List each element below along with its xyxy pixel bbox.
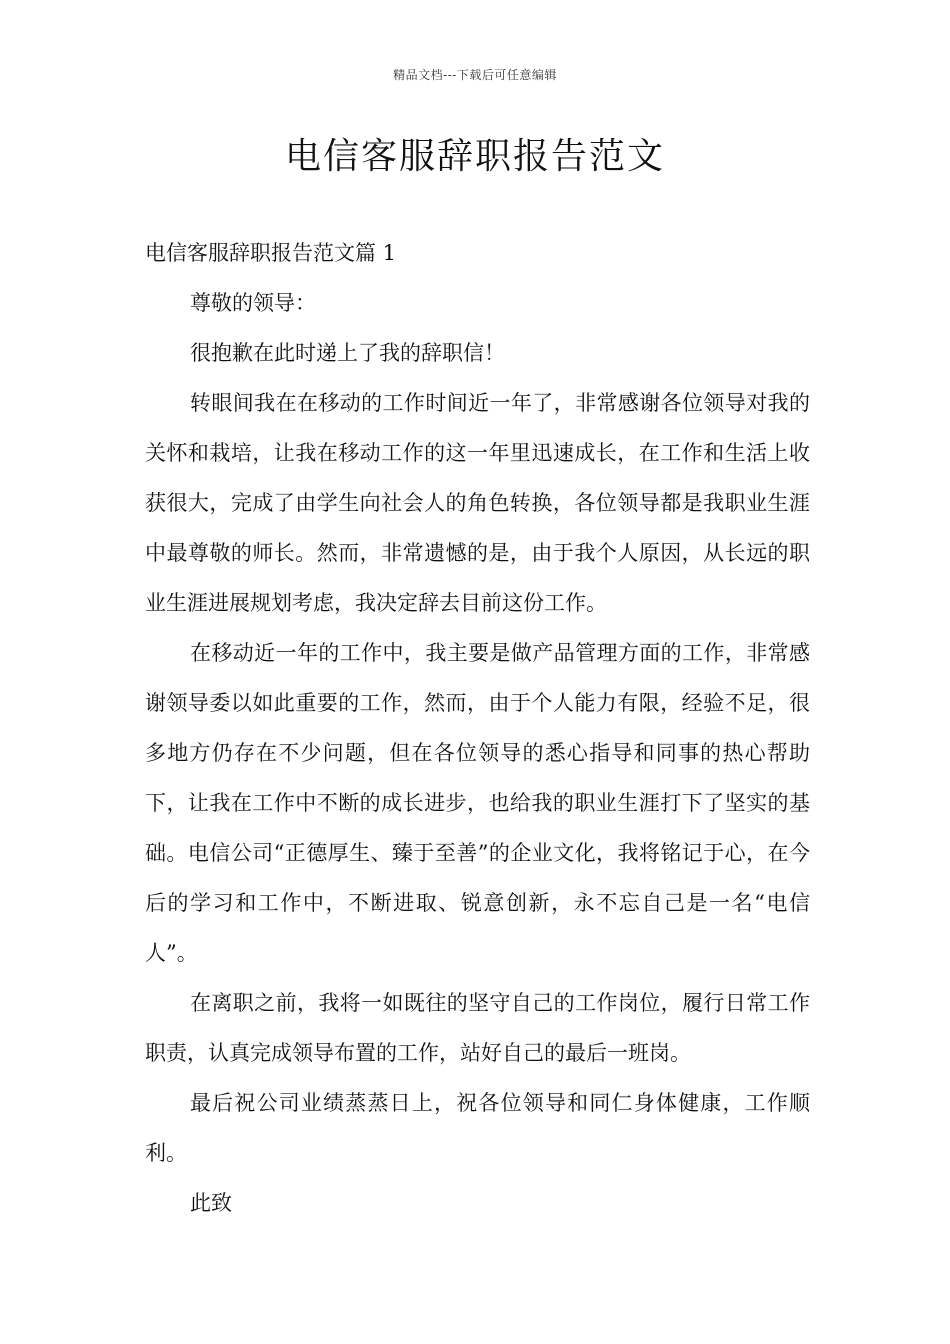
- paragraph-work-summary: 在移动近一年的工作中，我主要是做产品管理方面的工作，非常感谢领导委以如此重要的工作，然而，由于个人能力有限，经验不足，很多地方仍存在不少问题，但在各位领导的悉心指导和同事的热心帮助下，让我在工作中不断的成长进步，也给我的职业生涯打下了坚实的基础。电信公司“正德厚生、臻于至善”的企业文化，我将铭记于心，在今后的学习和工作中，不断进取、锐意创新，永不忘自己是一名“电信人”。: [145, 641, 810, 965]
- section-heading: 电信客服辞职报告范文篇 1: [145, 241, 397, 265]
- header-note: 精品文档---下载后可任意编辑: [393, 68, 557, 82]
- paragraph-handover: 在离职之前，我将一如既往的坚守自己的工作岗位，履行日常工作职责，认真完成领导布置的工作，站好自己的最后一班岗。: [145, 991, 810, 1065]
- paragraph-apology: 很抱歉在此时递上了我的辞职信！: [190, 341, 505, 365]
- closing-text: 此致: [190, 1191, 232, 1215]
- salutation: 尊敬的领导：: [190, 291, 316, 315]
- document-body: [145, 228, 810, 1228]
- document-title: 电信客服辞职报告范文: [284, 136, 665, 177]
- paragraph-gratitude: 转眼间我在在移动的工作时间近一年了，非常感谢各位领导对我的关怀和栽培，让我在移动工作的这一年里迅速成长，在工作和生活上收获很大，完成了由学生向社会人的角色转换，各位领导都是我职业生涯中最尊敬的师长。然而，非常遗憾的是，由于我个人原因，从长远的职业生涯进展规划考虑，我决定辞去目前这份工作。: [145, 391, 810, 615]
- paragraph-wishes: 最后祝公司业绩蒸蒸日上，祝各位领导和同仁身体健康，工作顺利。: [145, 1091, 810, 1165]
